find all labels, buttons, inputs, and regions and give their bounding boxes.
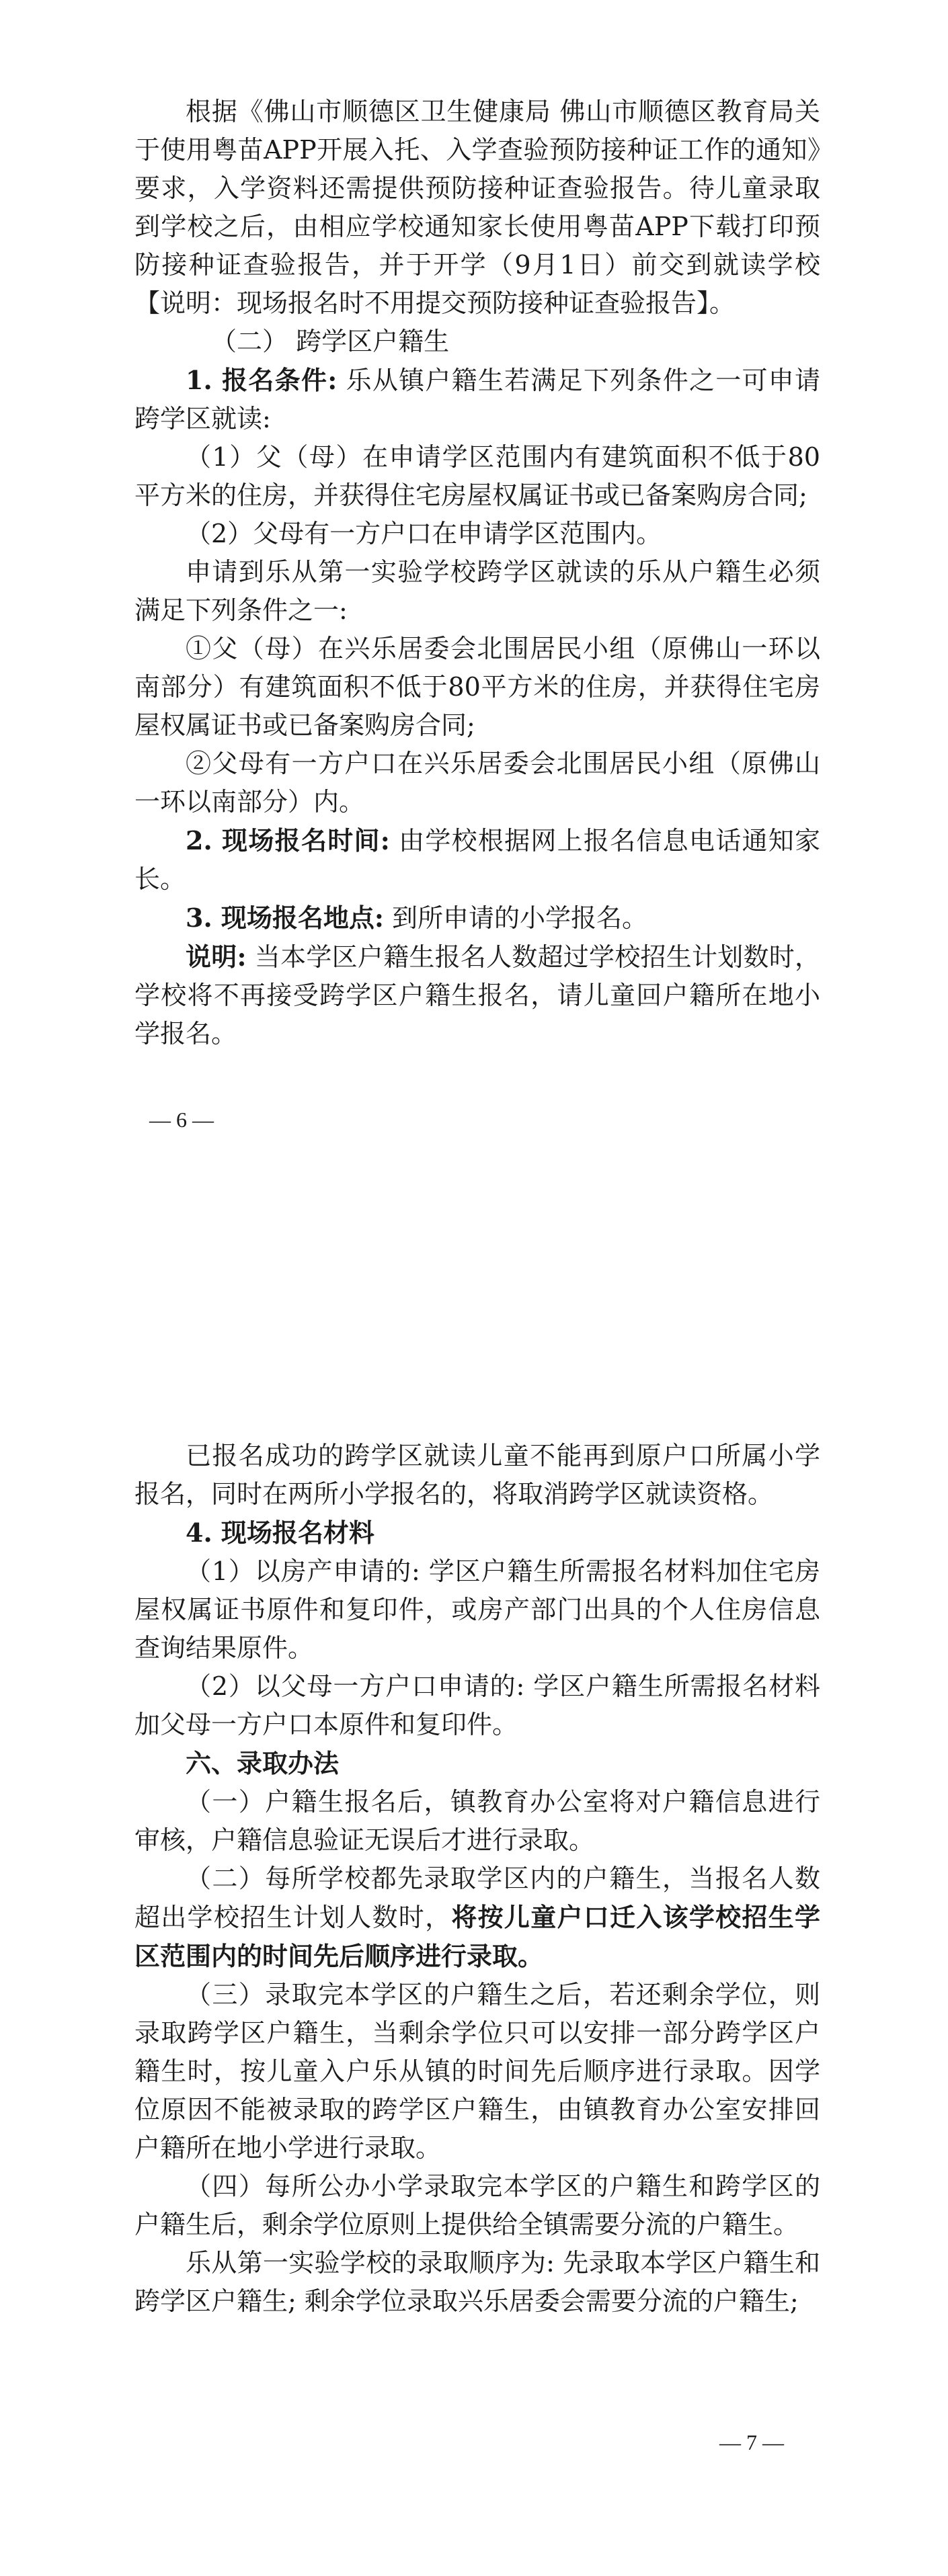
admission-item-3: （三）录取完本学区的户籍生之后，若还剩余学位，则录取跨学区户籍生，当剩余学位只可以安排一部分跨学区户籍生时，按儿童入户乐从镇的时间先后顺序进行录取。因学位原因不能被录取的跨学区户籍生，由镇教育办公室安排回户籍所在地小学进行录取。 [134,1980,820,2163]
section-title-admission [134,1744,820,1783]
admission-item-2 [134,1860,820,1976]
conditions-label: 1. 报名条件: [186,365,338,395]
materials-item-1: （1）以房产申请的: 学区户籍生所需报名材料加住宅房屋权属证书原件和复印件，或房产部门出具的个人住房信息查询结果原件。 [134,1556,820,1663]
registration-place [134,899,820,938]
admission-title: 六、录取办法 [186,1748,340,1778]
materials-item-2: （2）以父母一方户口申请的: 学区户籍生所需报名材料加父母一方户口本原件和复印件。 [134,1671,820,1739]
admission-item-4: （四）每所公办小学录取完本学区的户籍生和跨学区的户籍生后，剩余学位原则上提供给全镇需要分流的户籍生。 [134,2171,820,2239]
special-school-intro: 申请到乐从第一实验学校跨学区就读的乐从户籍生必须满足下列条件之一: [134,557,820,625]
note-label: 说明: [186,942,247,972]
page-7 [0,1288,948,2575]
place-label: 3. 现场报名地点: [186,903,384,933]
registration-time [134,821,820,899]
admission-item-2-text: （二）每所学校都先录取学区内的户籍生，当报名人数超出学校招生计划人数时， [134,1864,820,1932]
condition-item-2: （2）父母有一方户口在申请学区范围内。 [186,519,662,548]
section-title-cross-district: （二） 跨学区户籍生 [211,327,450,356]
note-paragraph [134,938,820,1053]
admission-order: 乐从第一实验学校的录取顺序为: 先录取本学区户籍生和跨学区户籍生; 剩余学位录取兴乐居委会需要分流的户籍生; [134,2248,820,2316]
page-number-6: — 6 — [149,1108,214,1132]
admission-item-1: （一）户籍生报名后，镇教育办公室将对户籍信息进行审核，户籍信息验证无误后才进行录取。 [134,1787,820,1855]
materials-label: 4. 现场报名材料 [186,1518,374,1548]
registration-conditions [134,361,820,438]
page-7-body [134,1437,820,2321]
admission-item-2-bold: 将按儿童户口迁入该学校招生学区范围内的时间先后顺序进行录取。 [134,1902,820,1971]
special-condition-2: ②父母有一方户口在兴乐居委会北围居民小组（原佛山一环以南部分）内。 [134,749,820,817]
materials-heading [134,1513,820,1552]
place-text: 到所申请的小学报名。 [383,903,648,933]
conditions-text: 乐从镇户籍生若满足下列条件之一可申请跨学区就读: [134,366,820,433]
condition-item-1: （1）父（母）在申请学区范围内有建筑面积不低于80平方米的住房，并获得住宅房屋权属证书或已备案购房合同; [134,442,820,510]
intro-paragraph: 根据《佛山市顺德区卫生健康局 佛山市顺德区教育局关于使用粤苗APP开展入托、入学查验预防接种证工作的通知》要求，入学资料还需提供预防接种证查验报告。待儿童录取到学校之后，由相应学校通知家长使用粤苗APP下载打印预防接种证查验报告，并于开学（9月1日）前交到就读学校【说明：现场报名时不用提交预防接种证查验报告】。 [134,97,820,318]
special-condition-1: ①父（母）在兴乐居委会北围居民小组（原佛山一环以南部分）有建筑面积不低于80平方米的住房，并获得住宅房屋权属证书或已备案购房合同; [134,634,820,740]
time-label: 2. 现场报名时间: [186,825,390,856]
continued-paragraph: 已报名成功的跨学区就读儿童不能再到原户口所属小学报名，同时在两所小学报名的，将取消跨学区就读资格。 [134,1441,820,1509]
note-text: 当本学区户籍生报名人数超过学校招生计划数时，学校将不再接受跨学区户籍生报名，请儿童回户籍所在地小学报名。 [134,942,820,1048]
page-6-body [134,93,820,1053]
page-number-7: — 7 — [719,2430,784,2454]
time-text: 由学校根据网上报名信息电话通知家长。 [134,826,820,894]
